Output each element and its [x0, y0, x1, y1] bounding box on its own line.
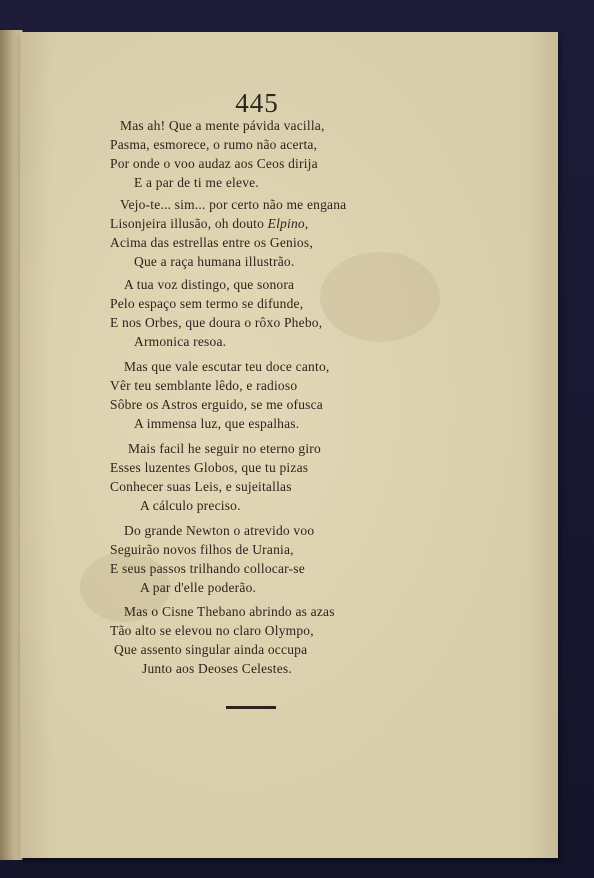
poem-line: A tua voz distingo, que sonora	[124, 277, 295, 292]
poem-line: Que assento singular ainda occupa	[114, 642, 308, 657]
poem-line: Pasma, esmorece, o rumo não acerta,	[110, 137, 318, 152]
poem-line: Por onde o voo audaz aos Ceos dirija	[110, 156, 318, 171]
poem-line: Mais facil he seguir no eterno giro	[128, 441, 321, 456]
poem-line: Do grande Newton o atrevido voo	[124, 523, 315, 538]
poem-line: Junto aos Deoses Celestes.	[142, 661, 292, 676]
poem-line: Tão alto se elevou no claro Olympo,	[110, 623, 314, 638]
poem-line: Mas o Cisne Thebano abrindo as azas	[124, 604, 335, 619]
poem-line: E a par de ti me eleve.	[134, 175, 259, 190]
paper-stain	[320, 252, 440, 342]
poem-line: Pelo espaço sem termo se difunde,	[110, 296, 304, 311]
poem-line: E seus passos trilhando collocar-se	[110, 561, 305, 576]
poem-line: A immensa luz, que espalhas.	[134, 416, 300, 431]
poem-line: Conhecer suas Leis, e sujeitallas	[110, 479, 292, 494]
poem-line: Mas ah! Que a mente pávida vacilla,	[120, 118, 325, 133]
end-rule	[226, 706, 276, 709]
poem-line: Mas que vale escutar teu doce canto,	[124, 359, 330, 374]
poem-line: E nos Orbes, que doura o rôxo Phebo,	[110, 315, 323, 330]
page-number: 445	[235, 88, 279, 118]
poem-italic: Elpino	[267, 216, 305, 231]
poem-line: Vêr teu semblante lêdo, e radioso	[110, 378, 298, 393]
poem-line: Armonica resoa.	[134, 334, 227, 349]
poem-line: Seguirão novos filhos de Urania,	[110, 542, 294, 557]
poem-line: Vejo-te... sim... por certo não me engana	[120, 197, 347, 212]
book-page	[20, 32, 558, 858]
poem-line: A par d'elle poderão.	[140, 580, 257, 595]
poem-line: Lisonjeira illusão, oh douto Elpino,	[110, 216, 309, 231]
poem-line: Esses luzentes Globos, que tu pizas	[110, 460, 309, 475]
poem-line: Que a raça humana illustrão.	[134, 254, 295, 269]
poem-line: A cálculo preciso.	[140, 498, 241, 513]
poem-line: Acima das estrellas entre os Genios,	[110, 235, 313, 250]
poem-line: Sôbre os Astros erguido, se me ofusca	[110, 397, 323, 412]
